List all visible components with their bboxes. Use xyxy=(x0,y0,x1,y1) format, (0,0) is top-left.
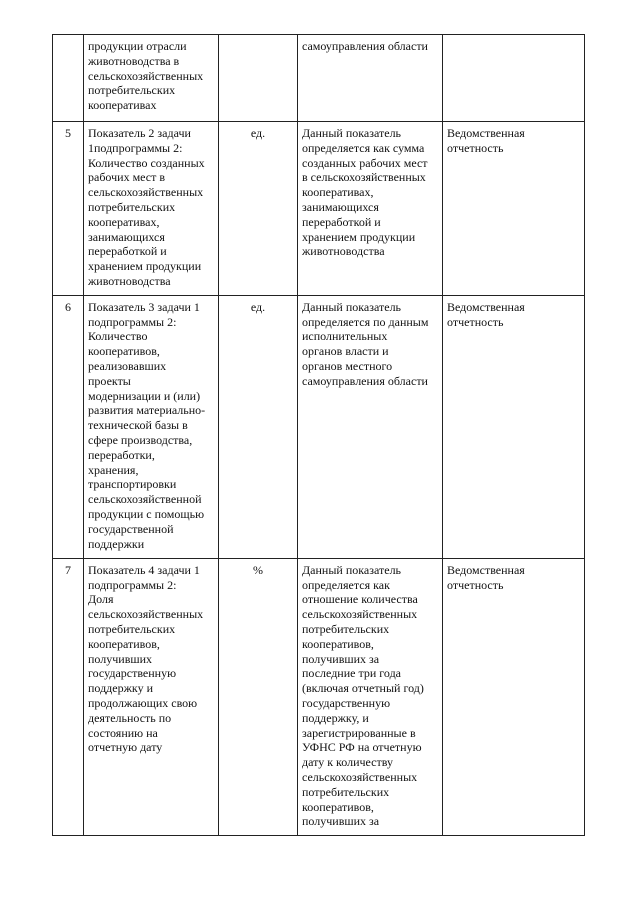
source-cell xyxy=(443,35,585,122)
indicator-name-cell: Показатель 3 задачи 1 подпрограммы 2: Количество кооперативов, реализовавших проекты модернизации и (или) развития материально- технической базы в сфере производства, переработки, хранения, транспортировки сельскохозяйственной продукции с помощью государственной поддержки xyxy=(84,295,219,558)
indicator-name-cell: Показатель 2 задачи 1подпрограммы 2: Количество созданных рабочих мест в сельскохозяйственных потребительских кооперативах, занимающихся переработкой и хранением продукции животноводства xyxy=(84,122,219,296)
source-cell: Ведомственная отчетность xyxy=(443,295,585,558)
indicators-table xyxy=(52,34,585,836)
source-cell: Ведомственная отчетность xyxy=(443,558,585,835)
method-cell: Данный показатель определяется как сумма созданных рабочих мест в сельскохозяйственных кооперативах, занимающихся переработкой и хранением продукции животноводства xyxy=(298,122,443,296)
indicator-name-cell: продукции отрасли животноводства в сельскохозяйственных потребительских кооперативах xyxy=(84,35,219,122)
row-number-cell: 5 xyxy=(53,122,84,296)
table-row xyxy=(53,35,585,122)
row-number-cell xyxy=(53,35,84,122)
row-number-cell: 7 xyxy=(53,558,84,835)
table-row xyxy=(53,295,585,558)
unit-cell xyxy=(219,35,298,122)
method-cell: Данный показатель определяется по данным исполнительных органов власти и органов местного самоуправления области xyxy=(298,295,443,558)
unit-cell: ед. xyxy=(219,295,298,558)
table-row xyxy=(53,558,585,835)
row-number-cell: 6 xyxy=(53,295,84,558)
unit-cell: ед. xyxy=(219,122,298,296)
unit-cell: % xyxy=(219,558,298,835)
table-row xyxy=(53,122,585,296)
method-cell: Данный показатель определяется как отношение количества сельскохозяйственных потребительских кооперативов, получивших за последние три года (включая отчетный год) государственную поддержку, и зарегистрированные в УФНС РФ на отчетную дату к количеству сельскохозяйственных потребительских кооперативов, получивших за xyxy=(298,558,443,835)
method-cell: самоуправления области xyxy=(298,35,443,122)
source-cell: Ведомственная отчетность xyxy=(443,122,585,296)
indicator-name-cell: Показатель 4 задачи 1 подпрограммы 2: Доля сельскохозяйственных потребительских кооперативов, получивших государственную поддержку и продолжающих свою деятельность по состоянию на отчетную дату xyxy=(84,558,219,835)
